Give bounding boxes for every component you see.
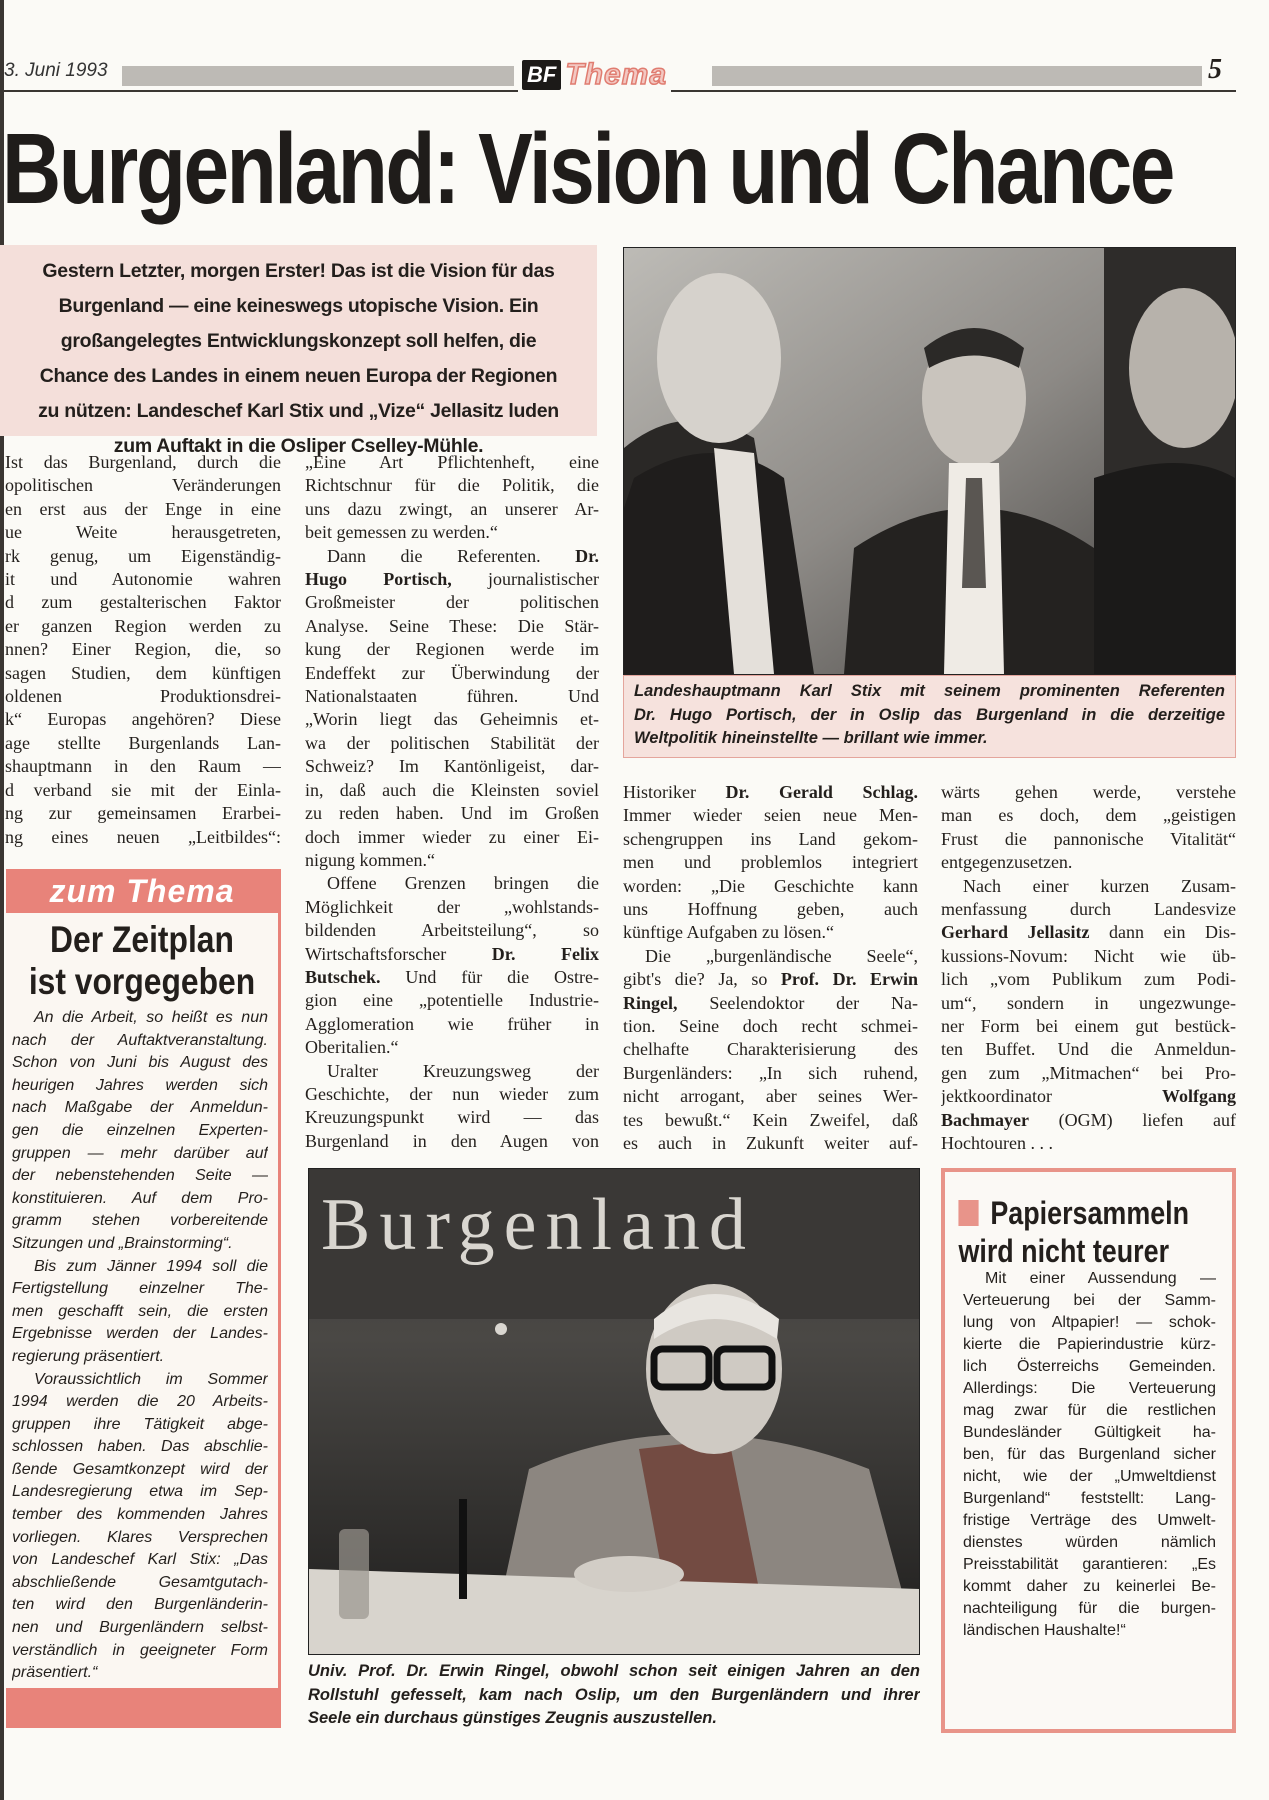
text-line: nnen? Einer Region, die, so: [5, 639, 281, 660]
text-line: An die Arbeit, so heißt es nun: [34, 1009, 268, 1026]
photo1-caption: [623, 675, 1236, 758]
text-line: Agglomeration wie früher in: [305, 1013, 599, 1034]
article-column-1: [5, 451, 281, 849]
text-line: ten wird den Burgenländerin-: [12, 1596, 268, 1614]
photo-ringel-image: [309, 1169, 919, 1654]
text-line: zu reden haben. Und im Großen: [305, 803, 599, 824]
text-line: er ganzen Region werden zu: [5, 615, 281, 636]
text-line: um“, sondern in ungezwunge-: [941, 992, 1236, 1013]
text-line: lung von Altpapier! — schok-: [963, 1314, 1216, 1331]
lead-line: Burgenland — eine keineswegs utopische Vision. Ein: [58, 295, 539, 317]
lead-box: [0, 245, 597, 457]
text-line: oldenen Produktionsdrei-: [5, 686, 281, 707]
text-line: kommt daher zu keinerlei Be-: [963, 1578, 1216, 1595]
text-line: Burgenland“ feststellt: Lang-: [963, 1490, 1216, 1507]
text-line: vorliegen. Klares Versprechen: [12, 1528, 268, 1546]
text-line: „Eine Art Pflichtenheft, eine: [305, 452, 599, 472]
text-line: präsentiert.“: [12, 1664, 98, 1682]
lead-line: Gestern Letzter, morgen Erster! Das ist die Vision für das: [42, 260, 555, 282]
papiersammeln-box: [941, 1168, 1236, 1733]
text-line: jektkoordinator Wolfgang: [941, 1086, 1236, 1107]
text-line: Nationalstaaten führen. Und: [305, 686, 599, 707]
text-line: Historiker Dr. Gerald Schlag.: [623, 782, 918, 802]
papiersammeln-body: [945, 1268, 1232, 1642]
text-line: ner Form bei einem gut bestück-: [941, 1016, 1236, 1037]
text-line: gramm stehen vorbereitende: [12, 1212, 268, 1230]
text-line: Offene Grenzen bringen die: [327, 873, 599, 894]
text-line: opolitischen Veränderungen: [5, 475, 281, 496]
text-line: bildenden Arbeitsteilung“, so: [305, 920, 599, 941]
text-line: man es doch, dem „geistigen: [941, 805, 1236, 826]
caption-line: Weltpolitik hineinstellte — brillant wie immer.: [634, 729, 988, 747]
text-line: Preisstabilität garantieren: „Es: [963, 1556, 1216, 1573]
text-line: nachteiligung für die burgen-: [963, 1600, 1216, 1617]
bf-logo: BF: [522, 60, 561, 90]
text-line: ländischen Haushalte!“: [963, 1622, 1126, 1639]
text-line: verständlich in geeigneter Form: [12, 1641, 268, 1659]
photo-banner-text: Burgenland: [321, 1184, 755, 1266]
text-line: ßende Gesamtkonzept wird der: [12, 1460, 268, 1478]
photo-stix-portisch: [623, 247, 1236, 675]
photo-stix-portisch-image: [624, 248, 1235, 674]
text-line: wärts gehen werde, verstehe: [941, 782, 1236, 802]
lead-line: zu nützen: Landeschef Karl Stix und „Vize“ Jellasitz luden: [38, 400, 559, 422]
text-line: Landesregierung etwa im Sep-: [12, 1483, 268, 1501]
text-line: nen und Burgenländern selbst-: [12, 1619, 268, 1637]
text-line: tion. Seine doch recht schmei-: [623, 1016, 918, 1037]
text-line: in, daß auch die Kleinsten soviel: [305, 779, 599, 800]
text-line: Wirtschaftsforscher Dr. Felix: [305, 943, 599, 964]
sidebar-title: [25, 919, 259, 1003]
text-line: lich Österreichs Gemeinden.: [963, 1358, 1216, 1375]
sidebar-body: [6, 1003, 278, 1685]
sidebar-kicker: zum Thema: [6, 869, 278, 913]
caption-line: Dr. Hugo Portisch, der in Oslip das Burgenland in die derzeitige: [634, 705, 1225, 724]
text-line: menfassung durch Landesvize: [941, 899, 1236, 920]
text-line: Bis zum Jänner 1994 soll die: [34, 1257, 268, 1275]
text-line: Mit einer Aussendung —: [985, 1270, 1216, 1287]
text-line: Richtschnur für die Politik, die: [305, 475, 599, 496]
text-line: mag zwar für die restlichen: [963, 1402, 1216, 1419]
text-line: Verteuerung bei der Samm-: [963, 1292, 1216, 1309]
text-line: gen die einzelnen Experten-: [12, 1121, 268, 1139]
text-line: ben, für das Burgenland sicher: [963, 1446, 1216, 1463]
text-line: regierung präsentiert.: [12, 1347, 165, 1365]
text-line: uns Hoffnung geben, auch: [623, 899, 918, 920]
text-line: d verband sie mit der Einla-: [5, 779, 281, 800]
section-logo: [518, 56, 671, 94]
text-line: Allerdings: Die Verteuerung: [963, 1380, 1216, 1397]
text-line: gion eine „potentielle Industrie-: [305, 990, 599, 1011]
caption-line: Landeshauptmann Karl Stix mit seinem prominenten Referenten: [634, 682, 1225, 700]
page-number: 5: [1208, 54, 1222, 85]
lead-line: großangelegtes Entwicklungskonzept soll helfen, die: [60, 330, 537, 352]
sidebar-zum-thema: [6, 869, 281, 1728]
text-line: Möglichkeit der „wohlstands-: [305, 896, 599, 917]
text-line: Ist das Burgenland, durch die: [5, 452, 281, 472]
text-line: schlossen haben. Das abschlie-: [12, 1438, 268, 1456]
text-line: sagen Studien, dem künftigen: [5, 662, 281, 683]
text-line: Hugo Portisch, journalistischer: [305, 569, 599, 590]
text-line: Endeffekt zur Überwindung der: [305, 662, 599, 683]
text-line: Ergebnisse werden der Landes-: [12, 1325, 268, 1343]
text-line: nach Maßgabe der Anmeldun-: [12, 1099, 268, 1117]
text-line: schengruppen ins Land gekom-: [623, 828, 918, 849]
text-line: ng zur gemeinsamen Erarbei-: [5, 803, 281, 824]
text-line: abschließende Gesamtgutach-: [12, 1573, 268, 1591]
lead-line: zum Auftakt in die Osliper Cselley-Mühle.: [113, 435, 484, 457]
text-line: dienstes würden nämlich: [963, 1534, 1216, 1551]
text-line: Oberitalien.“: [305, 1037, 399, 1058]
text-line: Schon von Juni bis August des: [12, 1054, 268, 1072]
text-line: Voraussichtlich im Sommer: [34, 1370, 268, 1388]
text-line: von Landeschef Karl Stix: „Das: [12, 1551, 268, 1569]
photo-ringel: [308, 1168, 920, 1655]
text-line: ng eines neuen „Leitbildes“:: [5, 826, 281, 847]
text-line: kierte die Papierindustrie kürz-: [963, 1336, 1216, 1353]
papiersammeln-title: [945, 1172, 1190, 1270]
text-line: Bundesländer Gültigkeit ha-: [963, 1424, 1216, 1441]
text-line: fristige Verträge des Umwelt-: [963, 1512, 1216, 1529]
text-line: nach der Auftaktveranstaltung.: [12, 1031, 268, 1049]
text-line: Gerhard Jellasitz dann ein Dis-: [941, 922, 1236, 943]
text-line: men und problemlos integriert: [623, 852, 918, 873]
text-line: men geschafft sein, die ersten: [12, 1302, 268, 1320]
text-line: gruppen ihre Tätigkeit abge-: [12, 1415, 268, 1433]
article-column-2: [305, 451, 599, 1153]
text-line: ten Buffet. Und die Anmeldun-: [941, 1039, 1236, 1060]
caption-line: Univ. Prof. Dr. Erwin Ringel, obwohl schon seit einigen Jahren an den: [308, 1662, 920, 1680]
text-line: gen zum „Mitmachen“ bei Pro-: [941, 1062, 1236, 1083]
text-line: d zum gestalterischen Faktor: [5, 592, 281, 613]
text-line: gruppen — mehr darüber auf: [12, 1144, 268, 1162]
text-line: Geschichte, der nun wieder zum: [305, 1083, 599, 1104]
text-line: lich „vom Publikum zum Podi-: [941, 969, 1236, 990]
photo2-caption: [308, 1660, 920, 1731]
text-line: uns dazu zwingt, an unserer Ar-: [305, 498, 599, 519]
text-line: en erst aus der Enge in eine: [5, 498, 281, 519]
text-line: chelhafte Charakterisierung des: [623, 1039, 918, 1060]
text-line: Die „burgenländische Seele“,: [645, 945, 918, 966]
text-line: Nach einer kurzen Zusam-: [963, 875, 1236, 896]
text-line: Ringel, Seelendoktor der Na-: [623, 992, 918, 1013]
text-line: nicht arrogant, aber seines Wer-: [623, 1086, 918, 1107]
text-line: Bachmayer (OGM) liefen auf: [941, 1109, 1236, 1130]
papiersammeln-title-line: Papiersammeln: [990, 1195, 1190, 1231]
text-line: „Worin liegt das Geheimnis et-: [305, 709, 599, 730]
text-line: Sitzungen und „Brainstorming“.: [12, 1234, 233, 1252]
text-line: entgegenzusetzen.: [941, 852, 1073, 873]
text-line: Immer wieder seien neue Men-: [623, 805, 918, 826]
text-line: doch immer wieder zu einer Ei-: [305, 826, 599, 847]
header-bar-left: [122, 66, 514, 86]
papiersammeln-title-line: wird nicht teurer: [958, 1233, 1170, 1269]
sidebar-title-line: ist vorgegeben: [28, 961, 256, 1002]
text-line: beit gemessen zu werden.“: [305, 522, 498, 543]
text-line: nigung kommen.“: [305, 849, 435, 870]
text-line: es auch in Zukunft weiter auf-: [623, 1133, 918, 1154]
text-line: age stellte Burgenlands Lan-: [5, 732, 281, 753]
caption-line: Rollstuhl gefesselt, kam nach Oslip, um den Burgenländern und ihrer: [308, 1685, 920, 1704]
article-column-4: [941, 781, 1236, 1156]
text-line: kussions-Novum: Nicht wie üb-: [941, 945, 1236, 966]
issue-date: 3. Juni 1993: [4, 60, 108, 81]
article-column-3: [623, 781, 918, 1156]
square-bullet-icon: [958, 1200, 978, 1226]
text-line: 1994 werden die 20 Arbeits-: [12, 1393, 268, 1411]
text-line: tember des kommenden Jahres: [12, 1506, 268, 1524]
text-line: Frust die pannonische Vitalität“: [941, 828, 1236, 849]
text-line: k“ Europas angehören? Diese: [5, 709, 281, 730]
text-line: konstituieren. Auf dem Pro-: [12, 1189, 268, 1207]
text-line: Fertigstellung einzelner The-: [12, 1280, 268, 1298]
text-line: kung der Regionen werde im: [305, 639, 599, 660]
text-line: wa der politischen Stabilität der: [305, 732, 599, 753]
text-line: Analyse. Seine These: Die Stär-: [305, 615, 599, 636]
text-line: rk genug, um Eigenständig-: [5, 545, 281, 566]
text-line: tes bewußt.“ Kein Zweifel, daß: [623, 1109, 918, 1130]
text-line: Hochtouren . . .: [941, 1133, 1053, 1154]
text-line: heurigen Jahres werden sich: [12, 1076, 268, 1094]
text-line: Uralter Kreuzungsweg der: [327, 1060, 599, 1081]
text-line: gibt's die? Ja, so Prof. Dr. Erwin: [623, 969, 918, 990]
text-line: it und Autonomie wahren: [5, 569, 281, 590]
text-line: shauptmann in den Raum —: [5, 756, 281, 777]
lead-line: Chance des Landes in einem neuen Europa der Regionen: [39, 365, 558, 387]
text-line: Butschek. Und für die Ostre-: [305, 966, 599, 987]
caption-line: Seele ein durchaus günstiges Zeugnis auszustellen.: [308, 1709, 717, 1727]
text-line: Großmeister der politischen: [305, 592, 599, 613]
sidebar-footer-band: [6, 1688, 278, 1728]
text-line: Burgenländers: „In sich ruhend,: [623, 1062, 918, 1083]
headline: Burgenland: Vision und Chance: [2, 113, 1173, 225]
text-line: nicht, wie der „Umweltdienst: [963, 1468, 1216, 1485]
sidebar-title-line: Der Zeitplan: [50, 919, 234, 960]
text-line: künftige Aufgaben zu lösen.“: [623, 922, 834, 943]
text-line: der nebenstehenden Seite —: [12, 1167, 268, 1185]
thema-logo: Thema: [565, 58, 668, 91]
header-bar-right: [712, 66, 1202, 86]
text-line: worden: „Die Geschichte kann: [623, 875, 918, 896]
text-line: Dann die Referenten. Dr.: [327, 545, 599, 566]
text-line: Burgenland in den Augen von: [305, 1130, 599, 1151]
text-line: Kreuzungspunkt wird — das: [305, 1107, 599, 1128]
text-line: Schweiz? Im Kantönligeist, dar-: [305, 756, 599, 777]
text-line: ue Weite herausgetreten,: [5, 522, 281, 543]
